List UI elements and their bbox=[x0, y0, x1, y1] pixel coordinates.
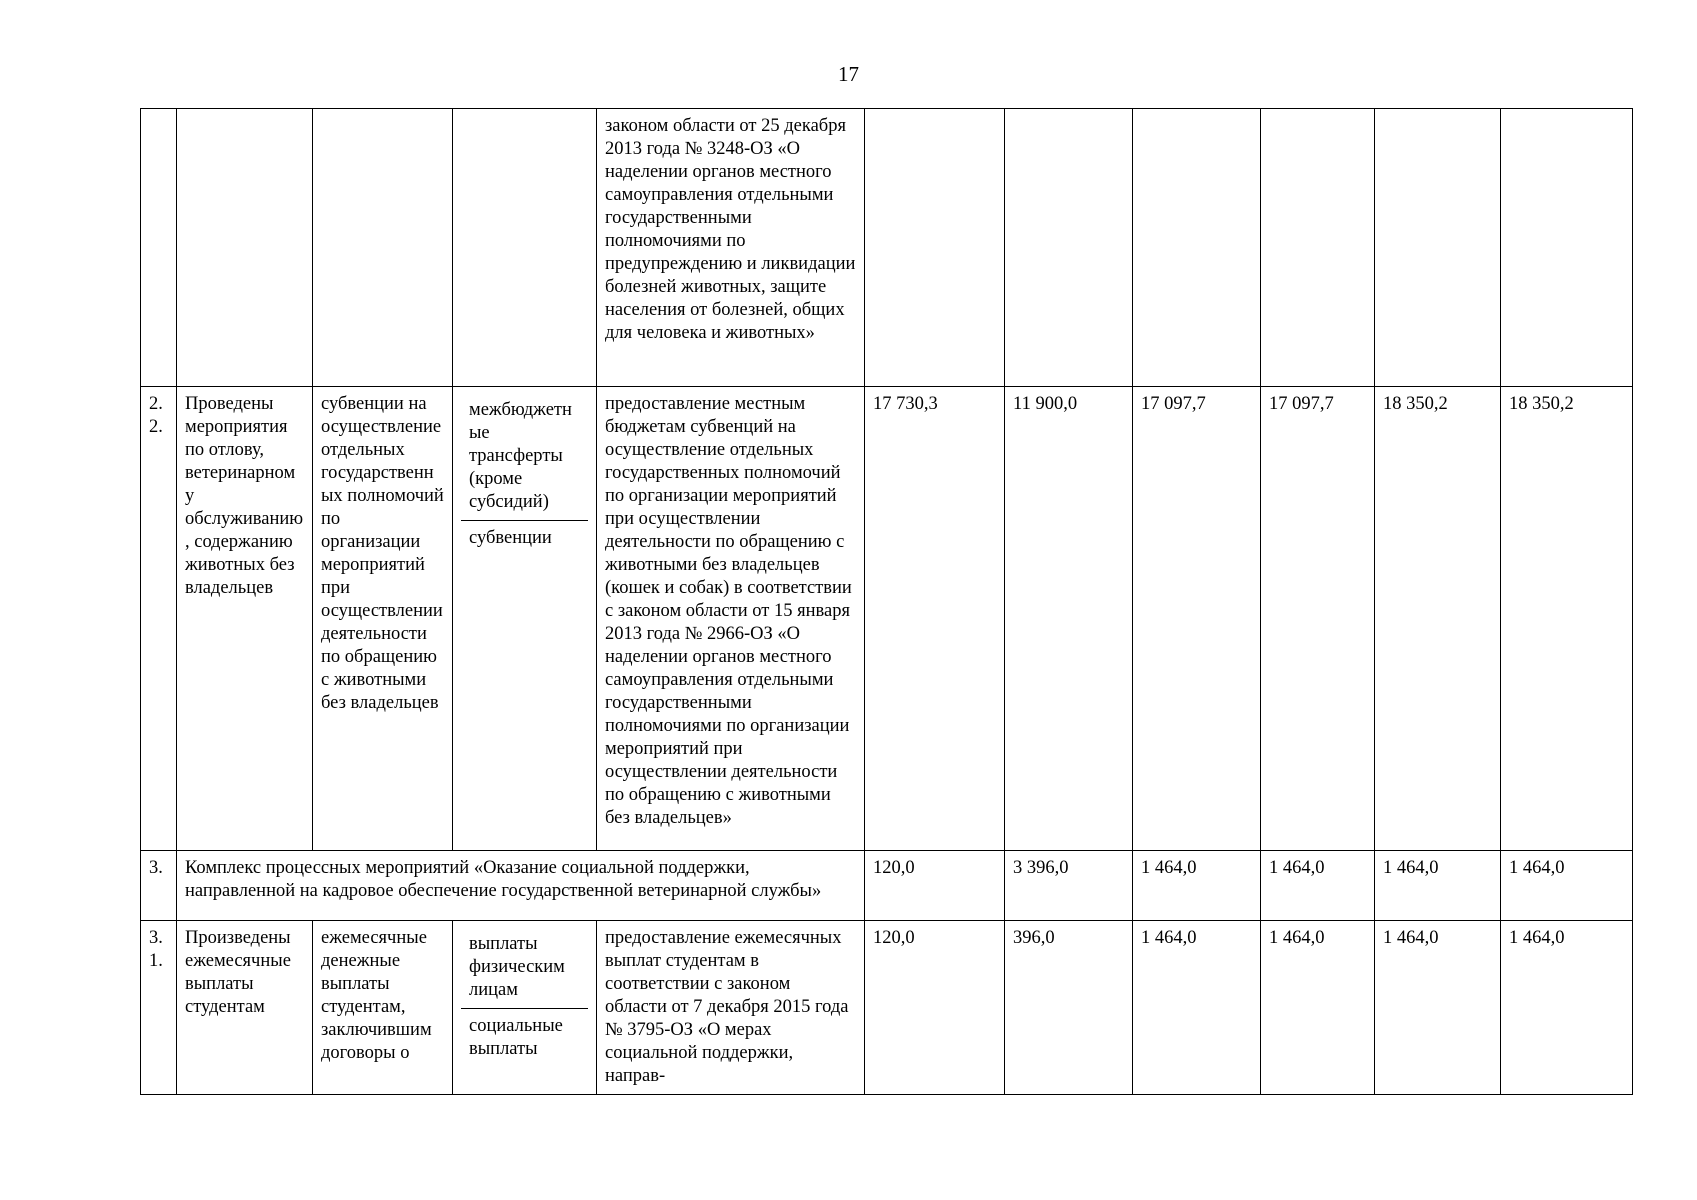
cell-value: 1 464,0 bbox=[1501, 851, 1633, 921]
cell-value: 11 900,0 bbox=[1005, 387, 1133, 851]
cell-value: 1 464,0 bbox=[1261, 851, 1375, 921]
table-row-2-2 bbox=[141, 387, 1633, 851]
cell-result: Произведены ежемесячные выплаты студентам bbox=[177, 921, 313, 1095]
cell-value: 17 097,7 bbox=[1133, 387, 1261, 851]
cell-value bbox=[1133, 109, 1261, 387]
cell-value: 120,0 bbox=[865, 851, 1005, 921]
table-row-3-1 bbox=[141, 921, 1633, 1095]
cell-value: 1 464,0 bbox=[1375, 921, 1501, 1095]
cell-description: законом области от 25 декабря 2013 года № 3248-ОЗ «О наделении органов местного самоуправления отдельными государственными полномочиями по предупреждению и ликвидации болезней животных, защите населения от болезней, общих для человека и животных» bbox=[597, 109, 865, 387]
table-row-3 bbox=[141, 851, 1633, 921]
cell-type: субвенции на осуществление отдельных государственных полномочий по организации мероприятий при осуществлении деятельности по обращению с животными без владельцев bbox=[313, 387, 453, 851]
expense-type-label: выплаты физическим лицам bbox=[461, 927, 588, 1009]
cell-value: 1 464,0 bbox=[1501, 921, 1633, 1095]
cell-expense-type bbox=[453, 109, 597, 387]
cell-result: Проведены мероприятия по отлову, ветеринарному обслуживанию, содержанию животных без владельцев bbox=[177, 387, 313, 851]
cell-expense-type bbox=[453, 387, 597, 851]
cell-value: 1 464,0 bbox=[1133, 921, 1261, 1095]
cell-description: предоставление ежемесячных выплат студентам в соответствии с законом области от 7 декабря 2015 года № 3795-ОЗ «О мерах социальной поддержки, направ- bbox=[597, 921, 865, 1095]
expense-type-label: межбюджетные трансферты (кроме субсидий) bbox=[461, 393, 588, 521]
table-row-continuation bbox=[141, 109, 1633, 387]
budget-table bbox=[140, 108, 1633, 1095]
cell-value: 1 464,0 bbox=[1261, 921, 1375, 1095]
cell-index bbox=[141, 109, 177, 387]
cell-description: предоставление местным бюджетам субвенций на осуществление отдельных государственных полномочий по организации мероприятий при осуществлении деятельности по обращению с животными без владельцев (кошек и собак) в соответствии с законом области от 15 января 2013 года № 2966-ОЗ «О наделении органов местного самоуправления отдельными государственными полномочиями по организации мероприятий при осуществлении деятельности по обращению с животными без владельцев» bbox=[597, 387, 865, 851]
cell-value: 3 396,0 bbox=[1005, 851, 1133, 921]
cell-type bbox=[313, 109, 453, 387]
expense-subtype-label: социальные выплаты bbox=[469, 1016, 563, 1059]
cell-type: ежемесячные денежные выплаты студентам, заключившим договоры о bbox=[313, 921, 453, 1095]
cell-value bbox=[1261, 109, 1375, 387]
cell-index: 3.1. bbox=[141, 921, 177, 1095]
cell-value bbox=[1501, 109, 1633, 387]
cell-value: 17 730,3 bbox=[865, 387, 1005, 851]
cell-result bbox=[177, 109, 313, 387]
expense-subtype-label: субвенции bbox=[469, 528, 552, 548]
cell-value bbox=[1005, 109, 1133, 387]
cell-value: 17 097,7 bbox=[1261, 387, 1375, 851]
page-number: 17 bbox=[838, 62, 859, 86]
cell-value bbox=[1375, 109, 1501, 387]
cell-value: 1 464,0 bbox=[1133, 851, 1261, 921]
cell-value: 396,0 bbox=[1005, 921, 1133, 1095]
cell-value bbox=[865, 109, 1005, 387]
cell-value: 1 464,0 bbox=[1375, 851, 1501, 921]
cell-value: 120,0 bbox=[865, 921, 1005, 1095]
cell-index: 3. bbox=[141, 851, 177, 921]
cell-program-title: Комплекс процессных мероприятий «Оказание социальной поддержки, направленной на кадровое обеспечение государственной ветеринарной службы» bbox=[177, 851, 865, 921]
cell-value: 18 350,2 bbox=[1375, 387, 1501, 851]
cell-expense-type bbox=[453, 921, 597, 1095]
cell-index: 2.2. bbox=[141, 387, 177, 851]
cell-value: 18 350,2 bbox=[1501, 387, 1633, 851]
